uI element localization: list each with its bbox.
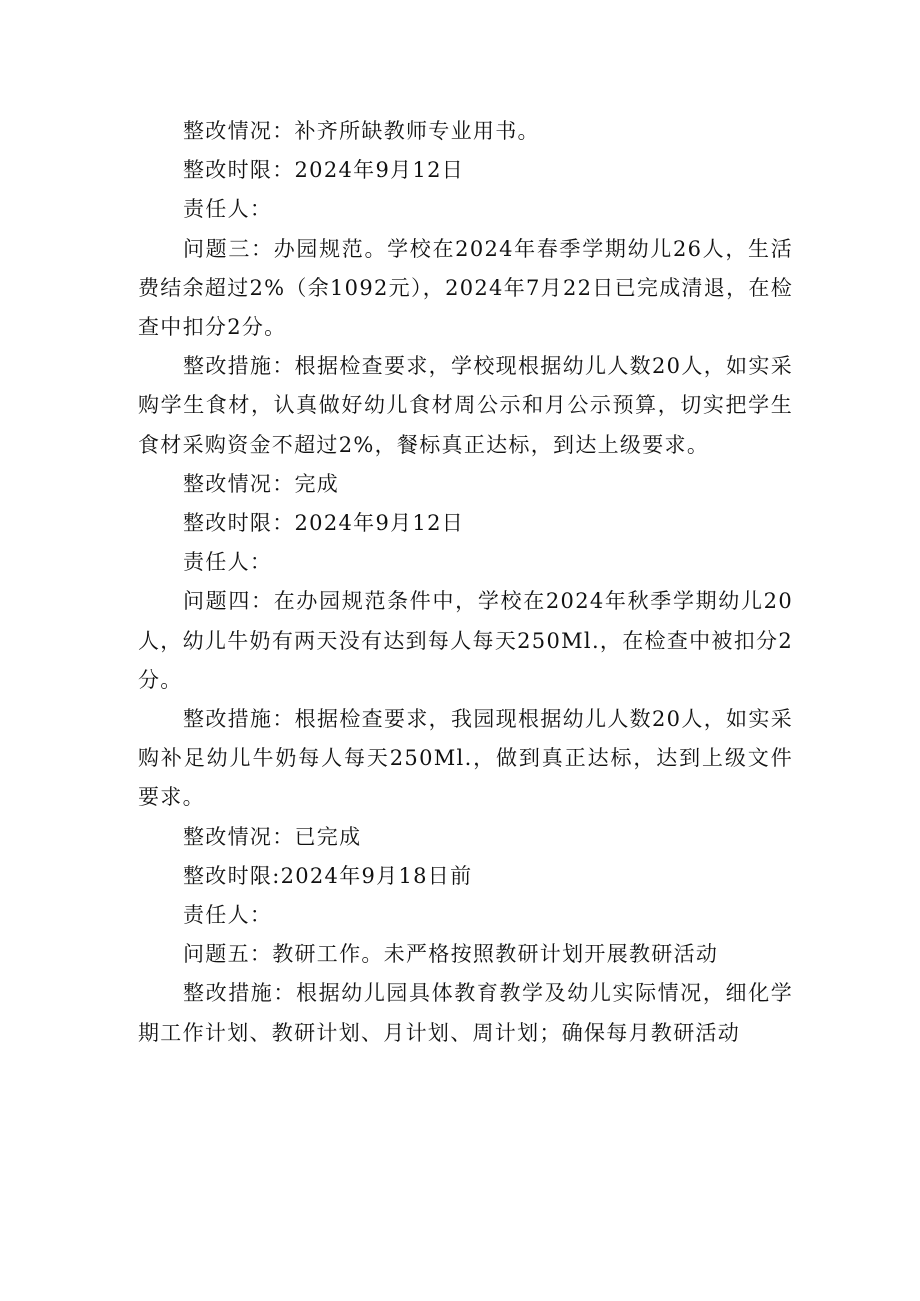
paragraph-rectification-status-4: 整改情况：已完成 (183, 824, 362, 849)
paragraph-measures-5: 整改措施：根据幼儿园具体教育教学及幼儿实际情况，细化学期工作计划、教研计划、月计划、周计划；确保每月教研活动 (138, 981, 793, 1045)
paragraph-measures-3: 整改措施：根据检查要求，学校现根据幼儿人数20人，如实采购学生食材，认真做好幼儿食材周公示和月公示预算，切实把学生食材采购资金不超过2%，餐标真正达标，到达上级要求。 (138, 354, 793, 457)
document-body (138, 112, 793, 1053)
paragraph-issue-five: 问题五：教研工作。未严格按照教研计划开展教研活动 (183, 942, 719, 967)
paragraph-measures-4: 整改措施：根据检查要求，我园现根据幼儿人数20人，如实采购补足幼儿牛奶每人每天250Ml.，做到真正达标，达到上级文件要求。 (138, 707, 793, 810)
paragraph-responsible-1: 责任人： (183, 197, 273, 222)
paragraph-responsible-4: 责任人： (183, 903, 273, 928)
paragraph-deadline-3: 整改时限：2024年9月12日 (183, 511, 465, 536)
paragraph-responsible-3: 责任人： (183, 550, 273, 575)
paragraph-issue-three: 问题三：办园规范。学校在2024年春季学期幼儿26人，生活费结余超过2%（余1092元），2024年7月22日已完成清退，在检查中扣分2分。 (138, 236, 793, 340)
paragraph-rectification-status-1: 整改情况：补齐所缺教师专业用书。 (183, 119, 540, 143)
paragraph-deadline-4: 整改时限:2024年9月18日前 (183, 863, 473, 888)
paragraph-issue-four: 问题四：在办园规范条件中，学校在2024年秋季学期幼儿20人，幼儿牛奶有两天没有达到每人每天250Ml.，在检查中被扣分2分。 (138, 589, 793, 692)
paragraph-deadline-1: 整改时限：2024年9月12日 (183, 158, 465, 183)
paragraph-rectification-status-3: 整改情况：完成 (183, 471, 340, 496)
